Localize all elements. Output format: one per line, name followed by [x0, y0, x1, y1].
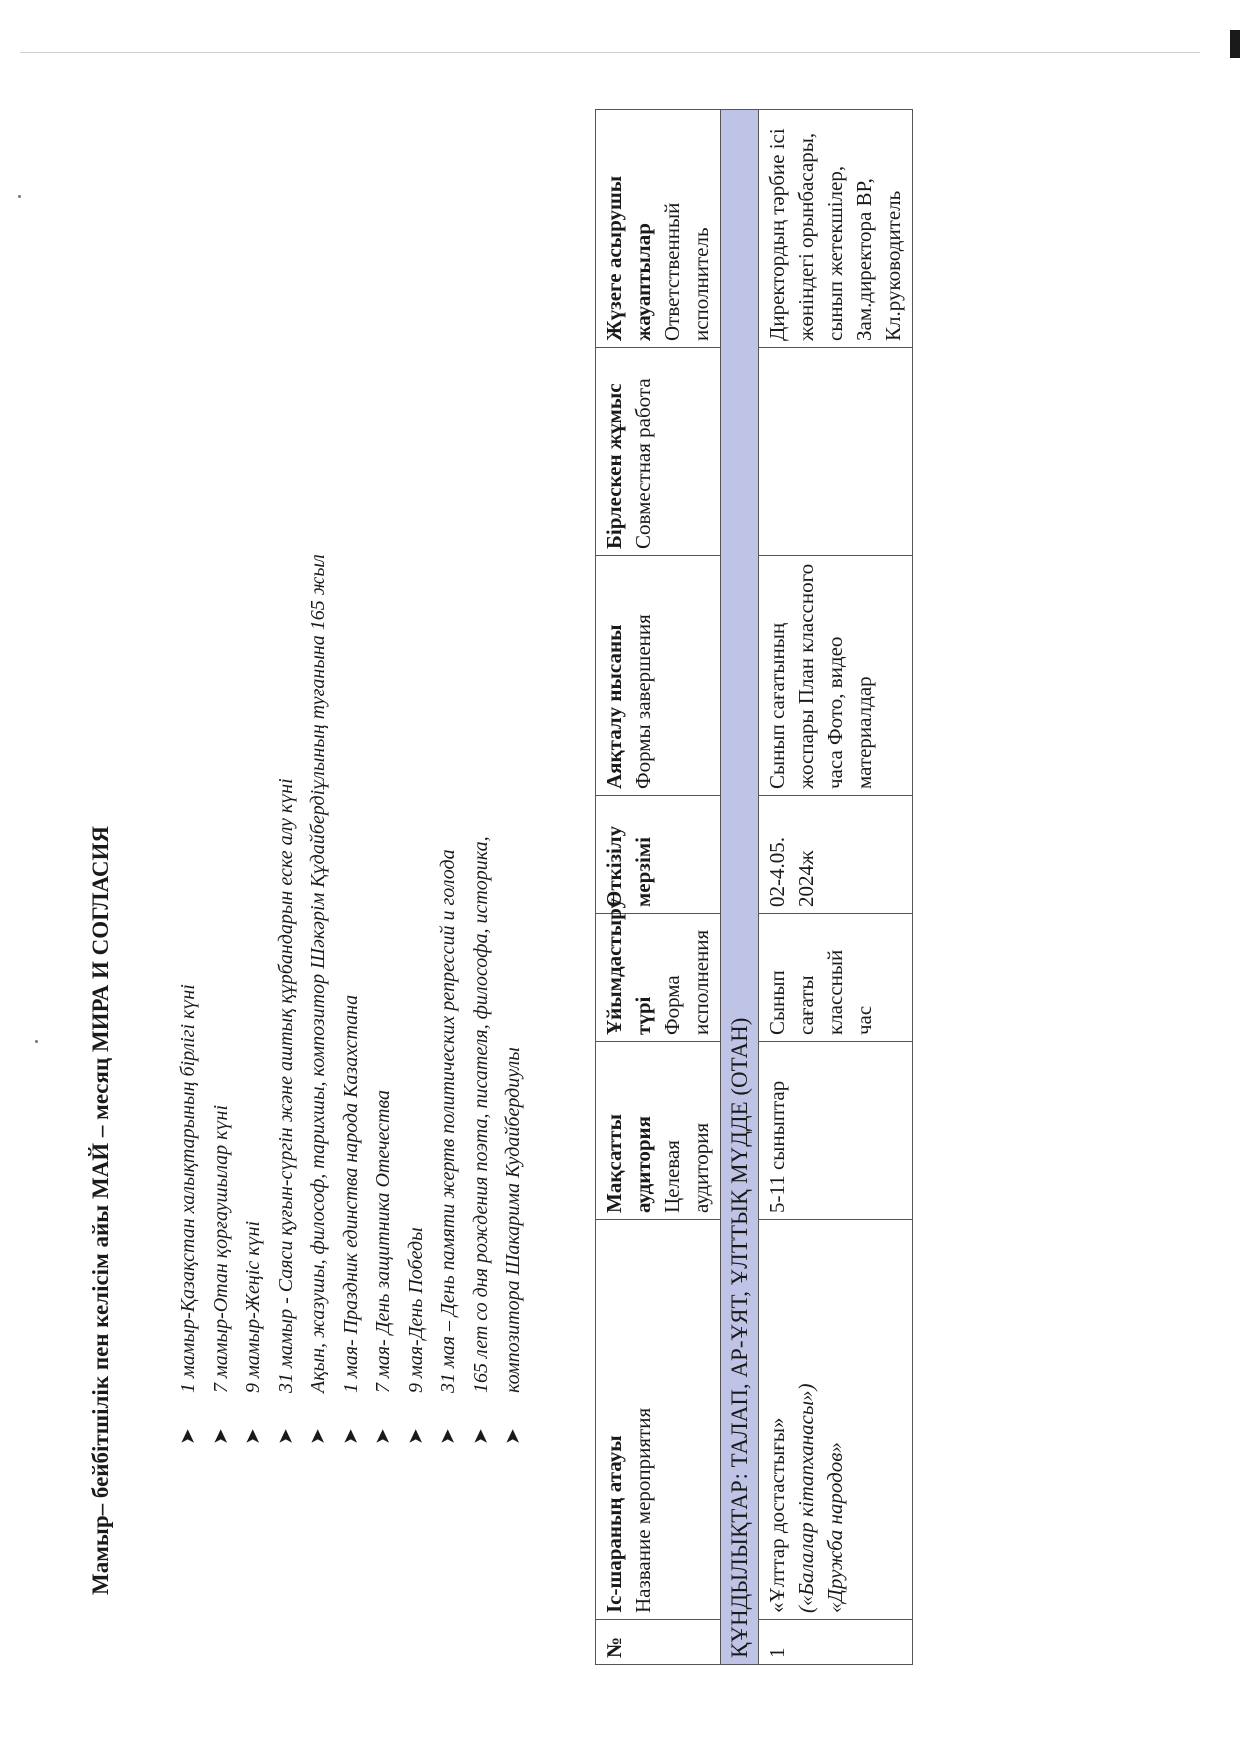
events-plan-table — [595, 109, 913, 1665]
section-title: ҚҰНДЫЛЫҚТАР: ТАЛАП, АР-ҰЯТ, ҰЛТТЫҚ МҮДДЕ (ОТАН) — [721, 110, 759, 1665]
table-row — [759, 110, 913, 1665]
arrow-bullet-icon: ➤ — [469, 1428, 492, 1445]
list-item: ➤ 165 лет со дня рождения поэта, писателя, философа, историка, — [465, 554, 498, 1445]
arrow-bullet-icon: ➤ — [307, 1428, 329, 1445]
cell-audience: 5-11 сыныптар — [759, 1042, 913, 1220]
list-item: ➤ 9 мамыр-Жеңіс күні — [237, 554, 270, 1445]
header-cell-event-name: Іс-шараның атауы Название мероприятия — [596, 1220, 721, 1620]
page-heading: Мамыр– бейбітшілік пен келісім айы МАЙ – месяц МИРА И СОГЛАСИЯ — [88, 825, 113, 1595]
rotated-document-page — [0, 40, 1160, 1700]
arrow-bullet-icon: ➤ — [177, 1428, 199, 1445]
header-cell-date: Өткізілу мерзімі — [596, 796, 721, 914]
arrow-bullet-icon: ➤ — [242, 1428, 264, 1445]
list-item: ➤ 9 мая-День Победы — [400, 554, 433, 1445]
cell-joint-work — [759, 348, 913, 556]
table-header-row — [596, 110, 721, 1665]
list-item: ➤ 1 мая- Праздник единства народа Казахстана — [335, 554, 368, 1445]
list-item: ➤ 31 мая – День памяти жертв политических репрессий и голода — [432, 554, 465, 1445]
header-cell-joint-work: Бірлескен жұмыс Совместная работа — [596, 348, 721, 556]
cell-responsible: Директордың тәрбие ісі жөніндегі орынбасары, сынып жетекшілер, Зам.директора ВР, Кл.руководитель — [759, 110, 913, 348]
cell-date: 02-4.05. 2024ж — [759, 796, 913, 914]
header-cell-form: Ұйымдастыру түрі Форма исполнения — [596, 914, 721, 1042]
list-item: ➤ 7 мая- День защитника Отечества — [367, 554, 400, 1445]
table-section-row — [721, 110, 759, 1665]
header-cell-responsible: Жүзеге асырушы жауаптылар Ответственный исполнитель — [596, 110, 721, 348]
arrow-bullet-icon: ➤ — [437, 1428, 459, 1445]
header-cell-number: № — [596, 1620, 721, 1665]
arrow-bullet-icon: ➤ — [502, 1428, 524, 1445]
list-item: ➤ 1 мамыр-Қазақстан халықтарының бірлігі күні — [172, 554, 205, 1445]
arrow-bullet-icon: ➤ — [339, 1428, 362, 1445]
scan-corner-mark — [1230, 30, 1240, 58]
arrow-bullet-icon: ➤ — [404, 1428, 427, 1445]
arrow-bullet-icon: ➤ — [372, 1428, 394, 1445]
arrow-bullet-icon: ➤ — [209, 1428, 232, 1445]
cell-completion: Сынып сағатының жоспары План классного часа Фото, видео материалдар — [759, 556, 913, 796]
cell-number: 1 — [759, 1620, 913, 1665]
list-item: ➤ 31 мамыр - Саяси қуғын-сүргін және аштық құрбандарын еске алу күні — [270, 554, 303, 1445]
list-item: ➤ Ақын, жазушы, философ, тарихшы, композитор Шәкәрім Құдайбердіұлының туғанына 165 жыл — [302, 554, 335, 1445]
cell-event-name: «Ұлттар достастығы» («Балалар кітапханасы») «Дружба народов» — [759, 1220, 913, 1620]
list-item: ➤ 7 мамыр-Отан қорғаушылар күні — [205, 554, 238, 1445]
list-item: ➤ композитора Шакарима Кудайбердиулы — [497, 554, 530, 1445]
holiday-list — [172, 554, 530, 1445]
cell-form: Сынып сағаты классный час — [759, 914, 913, 1042]
header-cell-completion: Аяқталу нысаны Формы завершения — [596, 556, 721, 796]
header-cell-audience: Мақсатты аудитория Целевая аудитория — [596, 1042, 721, 1220]
arrow-bullet-icon: ➤ — [274, 1428, 297, 1445]
